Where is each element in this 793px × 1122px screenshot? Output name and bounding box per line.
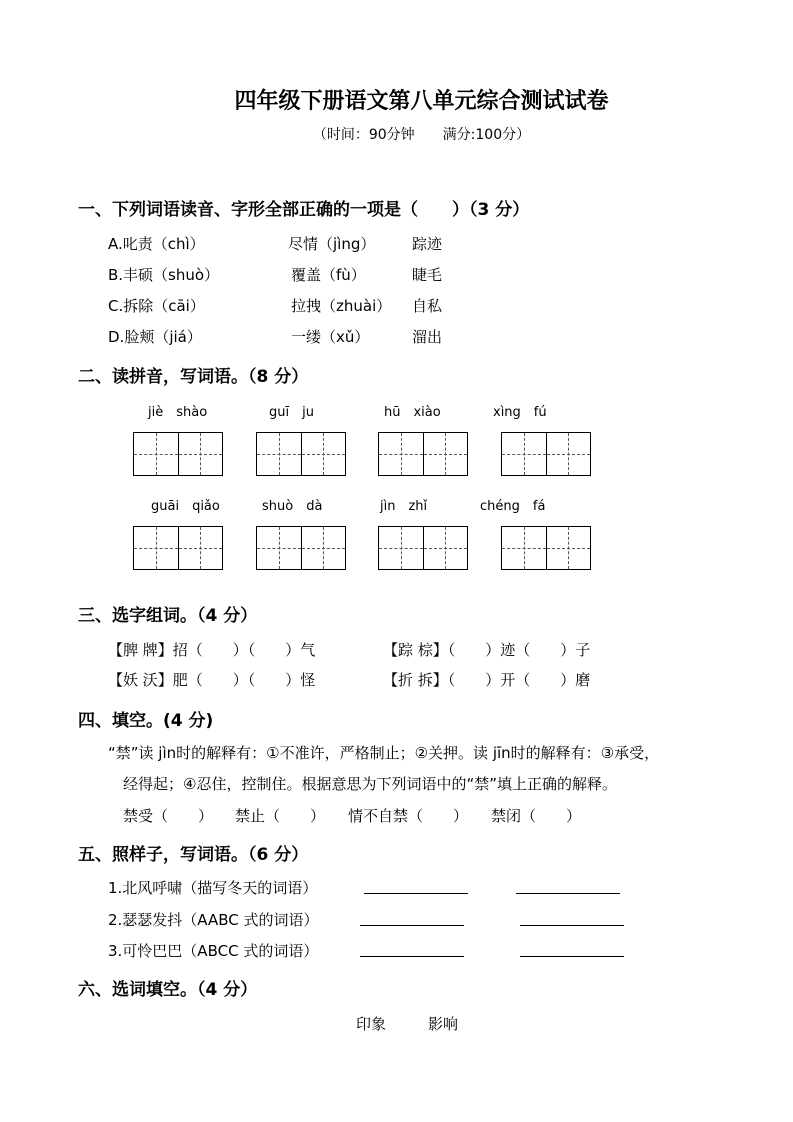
q1-option-d-word1: D.脸颊（jiá） [108,328,202,346]
writing-grid[interactable] [378,526,468,570]
answer-line[interactable] [520,925,624,926]
pinyin-label: jìn zhǐ [380,499,428,514]
q3-line1-left: 【脾 牌】招（ ）（ ）气 [108,641,316,659]
pinyin-label: shuò dà [262,499,323,514]
q4-item: 禁止（ ） [235,807,326,825]
pinyin-label: guāi qiǎo [151,499,220,514]
pinyin-label: guī ju [269,405,314,420]
answer-line[interactable] [360,956,464,957]
q4-item: 禁闭（ ） [491,807,582,825]
q4-heading: 四、填空。(4 分) [78,711,214,731]
q1-option-d-word3: 溜出 [412,328,443,346]
pinyin-label: hū xiào [384,405,441,420]
writing-grid[interactable] [133,526,223,570]
pinyin-label: xìng fú [493,405,547,420]
q5-item: 1.北风呼啸（描写冬天的词语） [108,879,318,897]
answer-line[interactable] [364,893,468,894]
q2-heading: 二、读拼音，写词语。（8 分） [78,367,309,387]
q1-option-c-word2: 拉拽（zhuài） [291,297,392,315]
q6-word-option: 影响 [428,1015,459,1033]
writing-grid[interactable] [133,432,223,476]
page-title: 四年级下册语文第八单元综合测试试卷 [234,89,609,114]
q1-option-a-word3: 踪迹 [412,235,443,253]
q6-heading: 六、选词填空。（4 分） [78,980,258,1000]
q1-option-b-word2: 覆盖（fù） [291,266,366,284]
writing-grid[interactable] [501,432,591,476]
writing-grid[interactable] [501,526,591,570]
q4-item: 禁受（ ） [123,807,214,825]
q3-line1-right: 【踪 棕】（ ）迹（ ）子 [383,641,591,659]
q6-word-option: 印象 [356,1015,387,1033]
writing-grid[interactable] [378,432,468,476]
q1-option-c-word3: 自私 [412,297,443,315]
q5-heading: 五、照样子，写词语。（6 分） [78,845,309,865]
q3-heading: 三、选字组词。（4 分） [78,606,258,626]
q1-heading: 一、下列词语读音、字形全部正确的一项是（ ）（3 分） [78,200,530,220]
q1-option-b-word1: B.丰硕（shuò） [108,266,220,284]
q3-line2-left: 【妖 沃】肥（ ）（ ）怪 [108,671,316,689]
pinyin-label: jiè shào [148,405,208,420]
q3-line2-right: 【折 拆】（ ）开（ ）磨 [383,671,591,689]
writing-grid[interactable] [256,432,346,476]
q1-option-a-word1: A.叱责（chì） [108,235,205,253]
q1-option-a-word2: 尽情（jìng） [288,235,376,253]
q5-item: 2.瑟瑟发抖（AABC 式的词语） [108,911,319,929]
q1-option-b-word3: 睫毛 [412,266,443,284]
q4-paragraph-line1: “禁”读 jìn时的解释有：①不准许，严格制止；②关押。读 jīn时的解释有：③承受， [108,744,660,762]
answer-line[interactable] [520,956,624,957]
answer-line[interactable] [516,893,620,894]
pinyin-label: chéng fá [480,499,546,514]
answer-line[interactable] [360,925,464,926]
q4-paragraph-line2: 经得起；④忍住，控制住。根据意思为下列词语中的“禁”填上正确的解释。 [123,775,617,793]
q5-item: 3.可怜巴巴（ABCC 式的词语） [108,942,319,960]
q4-item: 情不自禁（ ） [348,807,469,825]
q1-option-d-word2: 一缕（xǔ） [291,328,370,346]
q1-option-c-word1: C.拆除（cāi） [108,297,205,315]
writing-grid[interactable] [256,526,346,570]
page-subtitle: （时间：90分钟 满分:100分） [312,127,531,143]
